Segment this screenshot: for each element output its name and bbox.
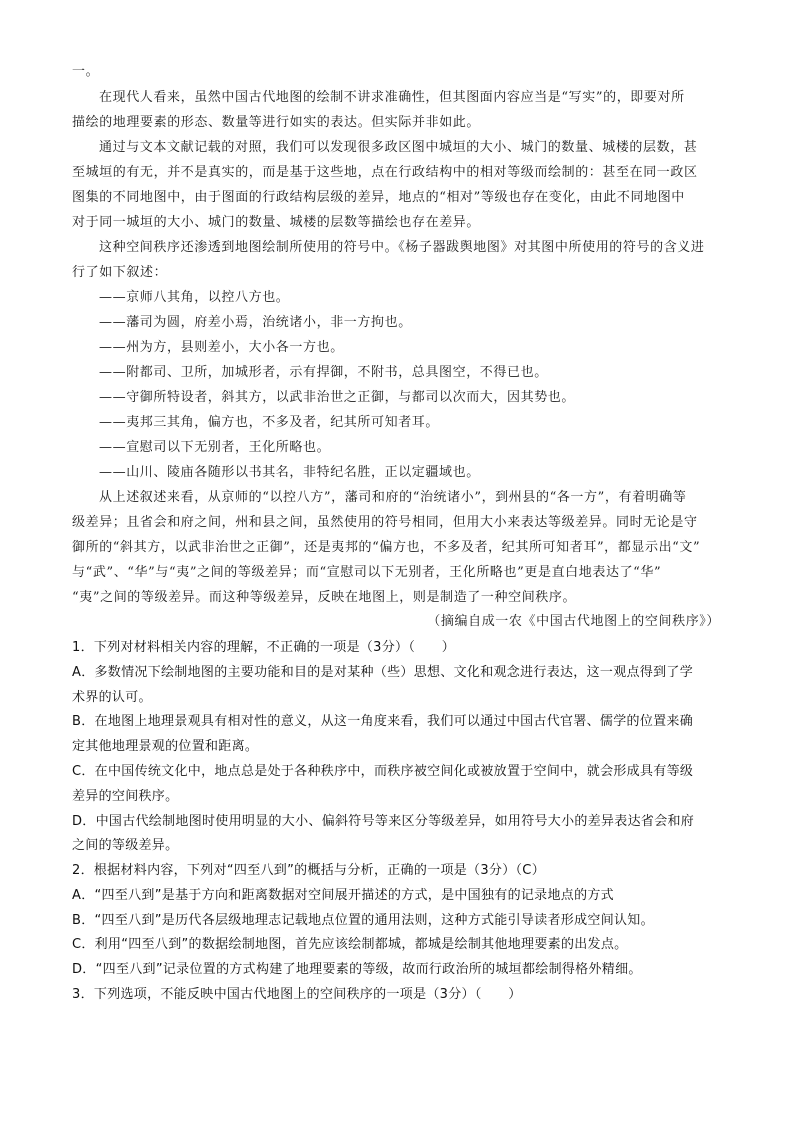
question-1-option-b: B．在地图上地理景观具有相对性的意义，从这一角度来看，我们可以通过中国古代官署、儒学的位置来确	[72, 714, 694, 729]
quote-line: ——州为方，县则差小，大小各一方也。	[99, 340, 344, 355]
question-1-option-c-cont: 差异的空间秩序。	[72, 789, 179, 804]
quote-line: ——附都司、卫所，加城形者，示有捍御，不附书，总具图空，不得已也。	[99, 365, 548, 380]
question-2-stem: 2．根据材料内容，下列对“四至八到”的概括与分析，正确的一项是（3分）（C）	[72, 863, 545, 878]
passage-line: 至城垣的有无，并不是真实的，而是基于这些地，点在行政结构中的相对等级而绘制的：甚至在同一政区	[72, 165, 698, 180]
section-heading: 一。	[72, 64, 100, 79]
question-1-option-a: A．多数情况下绘制地图的主要功能和目的是对某种（些）思想、文化和观念进行表达，这一观点得到了学	[72, 665, 693, 680]
question-2-option-c: C．利用“四至八到”的数据绘制地图，首先应该绘制都城，都城是绘制其他地理要素的出发点。	[72, 937, 628, 952]
passage-line: 描绘的地理要素的形态、数量等进行如实的表达。但实际并非如此。	[72, 115, 481, 130]
passage-line: 行了如下叙述：	[72, 265, 168, 280]
quote-line: ——宣慰司以下无别者，王化所略也。	[99, 440, 331, 455]
passage-line: 对于同一城垣的大小、城门的数量、城楼的层数等描绘也存在差异。	[72, 215, 481, 230]
passage-line: “夷”之间的等级差异。而这种等级差异，反映在地图上，则是制造了一种空间秩序。	[72, 590, 577, 605]
question-2-option-a: A．“四至八到”是基于方向和距离数据对空间展开描述的方式，是中国独有的记录地点的方式	[72, 888, 614, 903]
passage-line: 与“武”、“华”与“夷”之间的等级差异；而“宣慰司以下无别者，王化所略也”更是直白地表达了“华”	[72, 565, 662, 580]
quote-line: ——京师八其角，以控八方也。	[99, 290, 290, 305]
quote-line: ——夷邦三其角，偏方也，不多及者，纪其所可知者耳。	[99, 415, 440, 430]
passage-line: 图集的不同地图中，由于图面的行政结构层级的差异，地点的“相对”等级也存在变化，由此不同地图中	[72, 190, 685, 205]
passage-line: 级差异；且省会和府之间，州和县之间，虽然使用的符号相同，但用大小来表达等级差异。同时无论是守	[72, 515, 698, 530]
passage-line: 在现代人看来，虽然中国古代地图的绘制不讲求准确性，但其图面内容应当是“写实”的，即要对所	[99, 90, 685, 105]
question-1-option-d: D．中国古代绘制地图时使用明显的大小、偏斜符号等来区分等级差异，如用符号大小的差异表达省会和府	[72, 814, 695, 829]
question-1-stem: 1．下列对材料相关内容的理解，不正确的一项是（3分）（ ）	[72, 640, 456, 655]
question-3-stem: 3．下列选项，不能反映中国古代地图上的空间秩序的一项是（3分）（ ）	[72, 987, 522, 1002]
question-1-option-b-cont: 定其他地理景观的位置和距离。	[72, 739, 259, 754]
passage-line: 御所的“斜其方，以武非治世之正御”，还是夷邦的“偏方也，不多及者，纪其所可知者耳”，都显示出“文”	[72, 540, 701, 555]
question-2-option-b: B．“四至八到”是历代各层级地理志记载地点位置的通用法则，这种方式能引导读者形成空间认知。	[72, 913, 654, 928]
question-1-option-d-cont: 之间的等级差异。	[72, 838, 179, 853]
citation: （摘编自成一农《中国古代地图上的空间秩序》）	[427, 614, 720, 629]
question-2-option-d: D．“四至八到”记录位置的方式构建了地理要素的等级，故而行政治所的城垣都绘制得格外精细。	[72, 962, 642, 977]
quote-line: ——守御所特设者，斜其方，以武非治世之正御，与都司以次而大，因其势也。	[99, 390, 576, 405]
passage-line: 从上述叙述来看，从京师的“以控八方”，藩司和府的“治统诸小”，到州县的“各一方”，有着明确等	[99, 490, 687, 505]
passage-line: 通过与文本文献记载的对照，我们可以发现很多政区图中城垣的大小、城门的数量、城楼的层数，甚	[99, 140, 698, 155]
question-1-option-a-cont: 术界的认可。	[72, 690, 152, 705]
question-1-option-c: C．在中国传统文化中，地点总是处于各种秩序中，而秩序被空间化或被放置于空间中，就会形成具有等级	[72, 764, 694, 779]
quote-line: ——藩司为圆，府差小焉，治统诸小，非一方拘也。	[99, 315, 412, 330]
passage-line: 这种空间秩序还渗透到地图绘制所使用的符号中。《杨子器跋舆地图》对其图中所使用的符号的含义进	[99, 240, 705, 255]
quote-line: ——山川、陵庙各随形以书其名，非特纪名胜，正以定疆域也。	[99, 465, 480, 480]
